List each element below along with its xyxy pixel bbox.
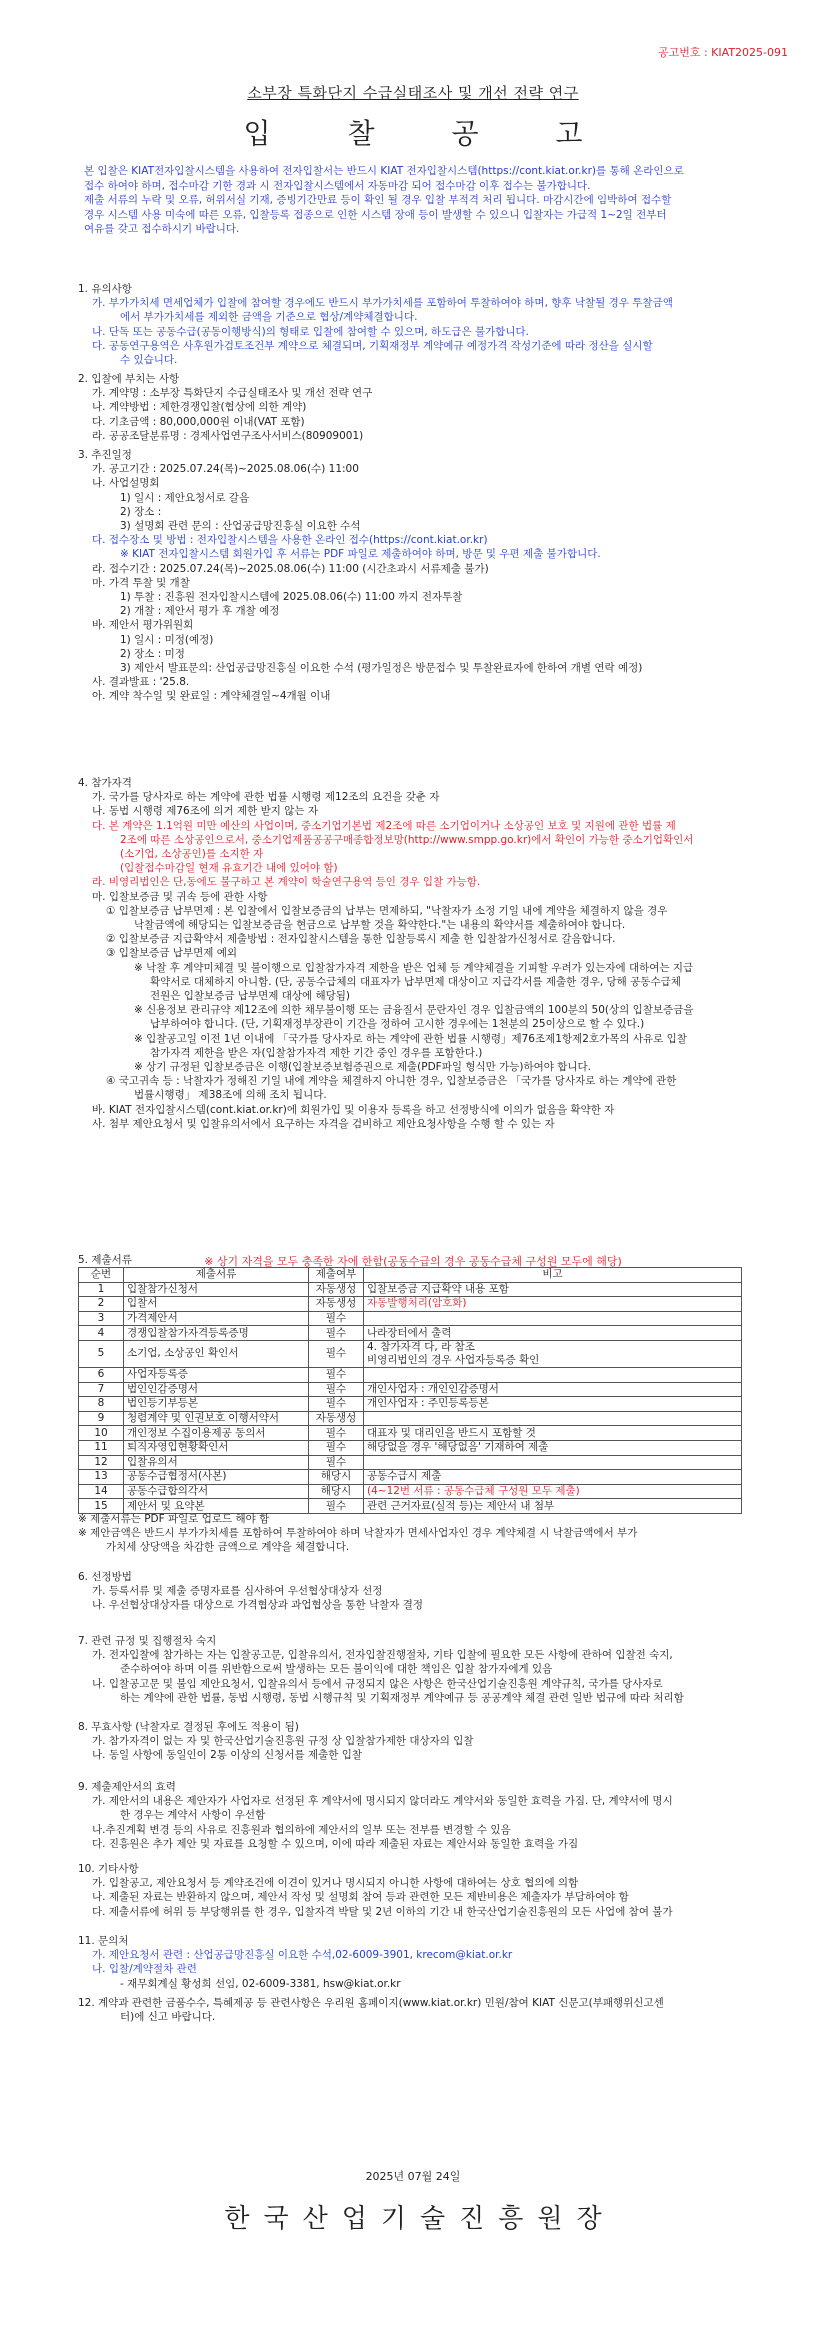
- section-line: 낙찰금액에 해당되는 입찰보증금을 현금으로 납부할 것을 확약한다."는 내용의 확약서를 제출하여야 합니다.: [134, 919, 626, 932]
- section-line: 참가자격 제한을 받은 자(입찰참가자격 제한 기간 중인 경우를 포함한다.): [150, 1046, 483, 1059]
- submission-status: 필수: [309, 1340, 364, 1367]
- section-line: 가. 등록서류 및 제출 증명자료를 심사하여 우선협상대상자 선정: [92, 1585, 383, 1598]
- section-line: 라. 공공조달분류명 : 경제사업연구조사서비스(80909001): [92, 429, 364, 442]
- table-row: [79, 1340, 742, 1367]
- section-line: 나. 사업설명회: [92, 477, 160, 490]
- submission-status: 필수: [309, 1397, 364, 1412]
- section-line: 아. 계약 착수일 및 완료일 : 계약체결일~4개월 이내: [92, 690, 331, 703]
- notice-date: 2025년 07월 24일: [365, 2170, 461, 2183]
- section-heading: 8. 무효사항 (낙찰자로 결정된 후에도 적용이 됨): [78, 1721, 299, 1733]
- section-heading: 9. 제출제안서의 효력: [78, 1781, 176, 1793]
- section-line: 가. 공고기간 : 2025.07.24(목)~2025.08.06(수) 11:00: [92, 463, 359, 476]
- remark-line: 대표자 및 대리인을 반드시 포함할 것: [367, 1426, 536, 1439]
- section-contact: [78, 1934, 758, 1991]
- document-name: 공동수급협정서(사본): [124, 1470, 309, 1485]
- section-line: 1) 일시 : 제안요청서로 갈음: [120, 491, 250, 504]
- section-line: 나. 제출된 자료는 반환하지 않으며, 제안서 작성 및 설명회 참여 등과 관련한 모든 제반비용은 제출자가 부담하여야 함: [92, 1891, 629, 1904]
- section-line: ② 입찰보증금 지급확약서 제출방법 : 전자입찰시스템을 통한 입찰등록시 제출 한 입찰참가신청서로 갈음합니다.: [106, 933, 616, 946]
- section-line: 가. 참가자격이 없는 자 및 한국산업기술진흥원 규정 상 입찰참가제한 대상자의 입찰: [92, 1735, 474, 1748]
- remark-line: 관련 근거자료(실적 등)는 제안서 내 첨부: [367, 1499, 555, 1512]
- table-row: [79, 1311, 742, 1326]
- section-line: 3) 제안서 발표문의: 산업공급망진흥실 이요한 수석 (평가일정은 방문접수 및 투찰완료자에 한하여 개별 연락 예정): [120, 662, 643, 675]
- section-line: 가. 입찰공고, 제안요청서 등 계약조건에 이견이 있거나 명시되지 아니한 사항에 대하여는 상호 협의에 의함: [92, 1877, 579, 1890]
- row-number: 10: [79, 1426, 124, 1441]
- section-heading: 5. 제출서류: [78, 1254, 132, 1266]
- section-line: 3) 설명회 관련 문의 : 산업공급망진흥실 이요한 수석: [120, 520, 361, 533]
- remark-line: 입찰보증금 지급확약 내용 포함: [367, 1282, 509, 1295]
- section-others: [78, 1862, 758, 1919]
- remark: [364, 1397, 742, 1412]
- section-line: 사. 결과발표 : '25.8.: [92, 676, 190, 689]
- section-line: 전원은 입찰보증금 납부면제 대상에 해당됨): [150, 990, 351, 1003]
- section-line: ※ 낙찰 후 계약미체결 및 불이행으로 입찰참가자격 제한을 받은 업체 등 계약체결을 기피할 우려가 있는자에 대하여는 지급: [134, 961, 694, 974]
- table-row: [79, 1397, 742, 1412]
- submission-status: 해당시: [309, 1470, 364, 1485]
- section-line: 라. 접수기간 : 2025.07.24(목)~2025.08.06(수) 11:00 (시간초과시 서류제출 불가): [92, 562, 489, 575]
- section-heading: 1. 유의사항: [78, 283, 132, 295]
- documents-table: [78, 1267, 742, 1514]
- remark: [364, 1470, 742, 1485]
- submission-status: 필수: [309, 1426, 364, 1441]
- documents-notes: [78, 1512, 758, 1555]
- section-heading: 7. 관련 규정 및 집행절차 숙지: [78, 1635, 217, 1647]
- submission-status: 필수: [309, 1326, 364, 1341]
- section-heading: 11. 문의처: [78, 1935, 129, 1947]
- section-line: ※ 입찰공고일 이전 1년 이내에 「국가를 당사자로 하는 계약에 관한 법률 시행령」제76조제1항제2호가목의 사유로 입찰: [134, 1032, 687, 1045]
- section-heading: 3. 추진일정: [78, 449, 132, 461]
- intro-line: 접수 하여야 하며, 접수마감 기한 경과 시 전자입찰시스템에서 자동마감 되어 접수마감 이후 접수는 불가합니다.: [84, 179, 591, 192]
- submission-status: 필수: [309, 1440, 364, 1455]
- submission-status: 자동생성: [309, 1411, 364, 1426]
- submission-status: 필수: [309, 1499, 364, 1514]
- section-line: (소기업, 소상공인)를 소지한 자: [120, 848, 264, 861]
- table-row: [79, 1367, 742, 1382]
- row-number: 9: [79, 1411, 124, 1426]
- row-number: 5: [79, 1340, 124, 1367]
- section-line: ③ 입찰보증금 납부면제 예외: [106, 947, 237, 960]
- table-row: [79, 1470, 742, 1485]
- note-line: ※ 제안금액은 반드시 부가가치세를 포함하여 투찰하여야 하며 낙찰자가 면세사업자인 경우 계약체결 시 낙찰금액에서 부가: [78, 1527, 638, 1540]
- document-name: 입찰유의서: [124, 1455, 309, 1470]
- table-row: [79, 1440, 742, 1455]
- section-line: 나. 동일 사항에 동일인이 2통 이상의 신청서를 제출한 입찰: [92, 1749, 363, 1762]
- remark-line: 나라장터에서 출력: [367, 1326, 452, 1339]
- section-line: 법률시행령」 제38조에 의해 조치 됩니다.: [134, 1089, 327, 1102]
- document-name: 소기업, 소상공인 확인서: [124, 1340, 309, 1367]
- section-line: 가. 국가를 당사자로 하는 계약에 관한 법률 시행령 제12조의 요건을 갖춘 자: [92, 791, 440, 804]
- section-line: 하는 계약에 관한 법률, 동법 시행령, 동법 시행규칙 및 기획재정부 계약예규 등 공공계약 체결 관련 일반 법규에 따라 처리함: [120, 1691, 684, 1704]
- section-line: 바. 제안서 평가위원회: [92, 619, 194, 632]
- section-line: 준수하여야 하며 이를 위반함으로써 발생하는 모든 불이익에 대한 책임은 입찰 참가자에게 있음: [120, 1663, 553, 1676]
- table-row: [79, 1484, 742, 1499]
- qualification-note: ※ 상기 자격을 모두 충족한 자에 한함(공동수급의 경우 공동수급체 구성원 모두에 해당): [204, 1255, 622, 1268]
- document-name: 청렴계약 및 인권보호 이행서약서: [124, 1411, 309, 1426]
- section-line: 2) 장소 : 미정: [120, 647, 185, 660]
- document-name: 경쟁입찰참가자격등록증명: [124, 1326, 309, 1341]
- section-line: 확약서로 대체하지 아니함. (단, 공동수급체의 대표자가 납부면제 대상이고 지급각서를 제출한 경우, 당해 공동수급체: [150, 975, 681, 988]
- remark: [364, 1340, 742, 1367]
- note-line: 가치세 상당액을 차감한 금액으로 계약을 체결합니다.: [106, 1541, 350, 1554]
- remark-line: 개인사업자 : 주민등록등본: [367, 1397, 489, 1410]
- section-line: 2조에 따른 소상공인으로서, 중소기업제품공공구매종합정보망(http://www.smpp.go.kr)에서 확인이 가능한 중소기업확인서: [120, 833, 694, 846]
- row-number: 12: [79, 1455, 124, 1470]
- section-line: 가. 제안서의 내용은 제안자가 사업자로 선정된 후 계약서에 명시되지 않더라도 계약서와 동일한 효력을 가짐. 단, 계약서에 명시: [92, 1795, 673, 1808]
- section-heading: 2. 입찰에 부치는 사항: [78, 373, 180, 385]
- section-regulations: [78, 1634, 758, 1705]
- section-line: 가. 전자입찰에 참가하는 자는 입찰공고문, 입찰유의서, 전자입찰진행절차, 기타 입찰에 필요한 모든 사항에 관하여 입찰전 숙지,: [92, 1649, 673, 1662]
- table-row: [79, 1326, 742, 1341]
- table-row: [79, 1411, 742, 1426]
- table-row: [79, 1455, 742, 1470]
- row-number: 4: [79, 1326, 124, 1341]
- submission-status: 자동생성: [309, 1282, 364, 1297]
- remark: [364, 1411, 742, 1426]
- section-line: 나. 우선협상대상자를 대상으로 가격협상과 과업협상을 통한 낙찰자 결정: [92, 1599, 423, 1612]
- document-name: 입찰참가신청서: [124, 1282, 309, 1297]
- section-line: 마. 입찰보증금 및 귀속 등에 관한 사항: [92, 890, 268, 903]
- section-line: 납부하여야 합니다. (단, 기획재정부장관이 기간을 정하여 고시한 경우에는 1천분의 25이상으로 할 수 있다.): [150, 1018, 645, 1031]
- intro-line: 경우 시스템 사용 미숙에 따른 오류, 입찰등록 접종으로 인한 시스템 장애 등이 발생할 수 있으니 입찰자는 가급적 1~2일 전부터: [84, 208, 667, 221]
- column-header: 순번: [79, 1268, 124, 1283]
- section-heading: 6. 선정방법: [78, 1571, 132, 1583]
- section-heading: 10. 기타사항: [78, 1863, 139, 1875]
- remark-line: 4. 참가자격 다, 라 참조: [367, 1340, 475, 1353]
- section-selection: [78, 1570, 758, 1613]
- table-header-row: [79, 1268, 742, 1283]
- section-line: 다. 접수장소 및 방법 : 전자입찰시스템을 사용한 온라인 접수(https://cont.kiat.or.kr): [92, 534, 488, 547]
- section-line: 에서 부가가치세를 제외한 금액을 기준으로 협상/계약체결합니다.: [120, 311, 418, 324]
- remark-line: 공동수급시 제출: [367, 1470, 442, 1483]
- row-number: 14: [79, 1484, 124, 1499]
- section-qualifications: [78, 776, 758, 1131]
- document-name: 가격제안서: [124, 1311, 309, 1326]
- submission-status: 해당시: [309, 1484, 364, 1499]
- row-number: 13: [79, 1470, 124, 1485]
- section-line: 나.추진계획 변경 등의 사유로 진흥원과 협의하에 제안서의 일부 또는 전부를 변경할 수 있음: [92, 1823, 511, 1836]
- remark: [364, 1440, 742, 1455]
- submission-status: 자동생성: [309, 1297, 364, 1312]
- section-line: 라. 비영리법인은 단,동에도 불구하고 본 계약이 학술연구용역 등인 경우 입찰 가능함.: [92, 876, 481, 889]
- section-line: 다. 기초금액 : 80,000,000원 이내(VAT 포함): [92, 415, 305, 428]
- section-cautions: [78, 282, 758, 367]
- intro-line: 제출 서류의 누락 및 오류, 허위서실 기재, 증빙기간만료 등이 확인 될 경우 입찰 부적격 처리 됩니다. 마감시간에 임박하여 접수할: [84, 194, 672, 206]
- remark: [364, 1426, 742, 1441]
- remark-line: (4~12번 서류 : 공동수급체 구성원 모두 제출): [367, 1485, 580, 1498]
- document-name: 입찰서: [124, 1297, 309, 1312]
- intro-notice: [84, 164, 744, 237]
- note-line: ※ 제출서류는 PDF 파일로 업로드 해야 함: [78, 1513, 270, 1525]
- remark-line: 자동발행처리(암호화): [367, 1297, 467, 1310]
- submission-status: 필수: [309, 1367, 364, 1382]
- section-line: (입찰접수마감일 현재 유효기간 내에 있어야 함): [120, 862, 338, 875]
- section-line: ※ 신용정보 관리규약 제12조에 의한 채무불이행 또는 금융질서 문란자인 경우 입찰금액의 100분의 50(상의 입찰보증금을: [134, 1004, 694, 1017]
- remark: [364, 1297, 742, 1312]
- document-name: 개인정보 수집이용제공 동의서: [124, 1426, 309, 1441]
- document-name: 사업자등록증: [124, 1367, 309, 1382]
- contact-line: 가. 제안요청서 관련 : 산업공급망진흥실 이요한 수석,02-6009-3901, krecom@kiat.or.kr: [92, 1949, 513, 1962]
- section-line: 다. 진흥원은 추가 제안 및 자료를 요청할 수 있으며, 이에 따라 제출된 자료는 제안서와 동일한 효력을 가짐: [92, 1837, 579, 1850]
- row-number: 3: [79, 1311, 124, 1326]
- table-row: [79, 1382, 742, 1397]
- section-line: 다. 공동연구용역은 사후원가검토조건부 계약으로 체결되며, 기획재정부 계약예규 예정가격 작성기준에 따라 정산을 실시할: [92, 339, 653, 352]
- table-row: [79, 1426, 742, 1441]
- row-number: 6: [79, 1367, 124, 1382]
- table-row: [79, 1282, 742, 1297]
- section-line: 가. 계약명 : 소부장 특화단지 수급실태조사 및 개선 전략 연구: [92, 387, 373, 400]
- submission-status: 필수: [309, 1455, 364, 1470]
- section-line: 나. 계약방법 : 제한경쟁입찰(협상에 의한 계약): [92, 401, 307, 414]
- document-title: 소부장 특화단지 수급실태조사 및 개선 전략 연구: [247, 84, 579, 102]
- document-name: 법인인감증명서: [124, 1382, 309, 1397]
- row-number: 1: [79, 1282, 124, 1297]
- section-invalid: [78, 1720, 758, 1763]
- row-number: 2: [79, 1297, 124, 1312]
- column-header: 제출서류: [124, 1268, 309, 1283]
- section-line: 사. 첨부 제안요청서 및 입찰유의서에서 요구하는 자격을 검비하고 제안요청사항을 수행 할 수 있는 자: [92, 1117, 555, 1130]
- notice-number: 공고번호 : KIAT2025-091: [657, 46, 788, 59]
- row-number: 7: [79, 1382, 124, 1397]
- section-line: 다. 본 계약은 1.1억원 미만 예산의 사업이며, 중소기업기본법 제2조에 따른 소기업이거나 소상공인 보호 및 지원에 관한 법률 제: [92, 819, 676, 832]
- section-line: ① 입찰보증금 납부면제 : 본 입찰에서 입찰보증금의 납부는 면제하되, "낙찰자가 소정 기일 내에 계약을 체결하지 않을 경우: [106, 904, 668, 917]
- table-row: [79, 1297, 742, 1312]
- remark: [364, 1455, 742, 1470]
- section-line: ※ 상기 규정된 입찰보증금은 이행(입찰보증보험증권으로 제출(PDF파일 형식만 가능)하여야 합니다.: [134, 1061, 592, 1074]
- section-bid-items: [78, 372, 758, 443]
- issuer-signature: 한국산업기술진흥원장: [224, 2204, 616, 2234]
- section-line: 2) 개찰 : 제안서 평가 후 개찰 예정: [120, 605, 280, 618]
- contact-line: 나. 입찰/계약절차 관련: [92, 1963, 197, 1976]
- column-header: 비고: [364, 1268, 742, 1283]
- document-name: 법인등기부등본: [124, 1397, 309, 1412]
- section-line: 2) 장소 :: [120, 505, 162, 518]
- intro-line: 본 입찰은 KIAT전자입찰시스템을 사용하여 전자입찰서는 반드시 KIAT 전자입찰시스템(https://cont.kiat.or.kr)를 통해 온라인으로: [84, 165, 684, 177]
- submission-status: 필수: [309, 1382, 364, 1397]
- section-heading: 4. 참가자격: [78, 777, 132, 789]
- column-header: 제출여부: [309, 1268, 364, 1283]
- document-name: 퇴직자영입현황확인서: [124, 1440, 309, 1455]
- remark-line: 비영리법인의 경우 사업자등록증 확인: [367, 1353, 540, 1366]
- page-title: 입 찰 공 고: [243, 117, 617, 150]
- remark: [364, 1311, 742, 1326]
- section-line: 바. KIAT 전자입찰시스템(cont.kiat.or.kr)에 회원가입 및 이용자 등록을 하고 선정방식에 이의가 없음을 확약한 자: [92, 1103, 615, 1116]
- section-line: 1) 투찰 : 진흥원 전자입찰시스템에 2025.08.06(수) 11:00 까지 전자투찰: [120, 591, 463, 604]
- remark: [364, 1367, 742, 1382]
- section-line: 터)에 신고 바랍니다.: [120, 2011, 216, 2024]
- section-line: 가. 부가가치세 면세업체가 입찰에 참여할 경우에도 반드시 부가가치세를 포함하여 투찰하여야 하며, 향후 낙찰될 경우 투찰금액: [92, 297, 673, 310]
- section-line: 나. 단독 또는 공동수급(공동이행방식)의 형태로 입찰에 참여할 수 있으며, 하도급은 불가합니다.: [92, 325, 530, 338]
- section-line: 수 있습니다.: [120, 354, 178, 367]
- section-proposal-effect: [78, 1780, 758, 1851]
- section-line: 나. 입찰공고문 및 불임 제안요청서, 입찰유의서 등에서 규정되지 않은 사항은 한국산업기술진흥원 계약규칙, 국가를 당사자로: [92, 1677, 663, 1690]
- section-line: 다. 제출서류에 허위 등 부당행위를 한 경우, 입찰자격 박탈 및 2년 이하의 기간 내 한국산업기술진흥원의 모든 사업에 참여 불가: [92, 1905, 673, 1918]
- remark: [364, 1382, 742, 1397]
- section-report: [78, 1996, 758, 2024]
- remark: [364, 1326, 742, 1341]
- submission-status: 필수: [309, 1311, 364, 1326]
- row-number: 15: [79, 1499, 124, 1514]
- section-line: 1) 일시 : 미정(예정): [120, 633, 214, 646]
- section-line: 마. 가격 투찰 및 개찰: [92, 576, 190, 589]
- intro-line: 여유를 갖고 접수하시기 바랍니다.: [84, 223, 240, 235]
- section-line: 한 경우는 계약서 사항이 우선함: [120, 1809, 266, 1822]
- section-line: ※ KIAT 전자입찰시스템 회원가입 후 서류는 PDF 파일로 제출하여야 하며, 방문 및 우편 제출 불가합니다.: [120, 548, 601, 561]
- section-schedule: [78, 448, 758, 704]
- section-line: 나. 동법 시행령 제76조에 의거 제한 받지 않는 자: [92, 805, 318, 818]
- remark: [364, 1484, 742, 1499]
- section-line: ④ 국고귀속 등 : 낙찰자가 정해진 기일 내에 계약을 체결하지 아니한 경우, 입찰보증금은 「국가를 당사자로 하는 계약에 관한: [106, 1075, 677, 1088]
- document-name: 공동수급합의각서: [124, 1484, 309, 1499]
- remark-line: 해당없을 경우 '해당없음' 기재하여 제출: [367, 1441, 549, 1454]
- document-name: 제안서 및 요약본: [124, 1499, 309, 1514]
- contact-line: - 재무회계실 황성희 선임, 02-6009-3381, hsw@kiat.or.kr: [120, 1977, 401, 1990]
- row-number: 8: [79, 1397, 124, 1412]
- remark-line: 개인사업자 : 개인인감증명서: [367, 1382, 499, 1395]
- section-line: 12. 계약과 관련한 금품수수, 특혜제공 등 관련사항은 우리원 홈페이지(www.kiat.or.kr) 민원/참여 KIAT 신문고(부패행위신고센: [78, 1997, 664, 2009]
- remark: [364, 1282, 742, 1297]
- row-number: 11: [79, 1440, 124, 1455]
